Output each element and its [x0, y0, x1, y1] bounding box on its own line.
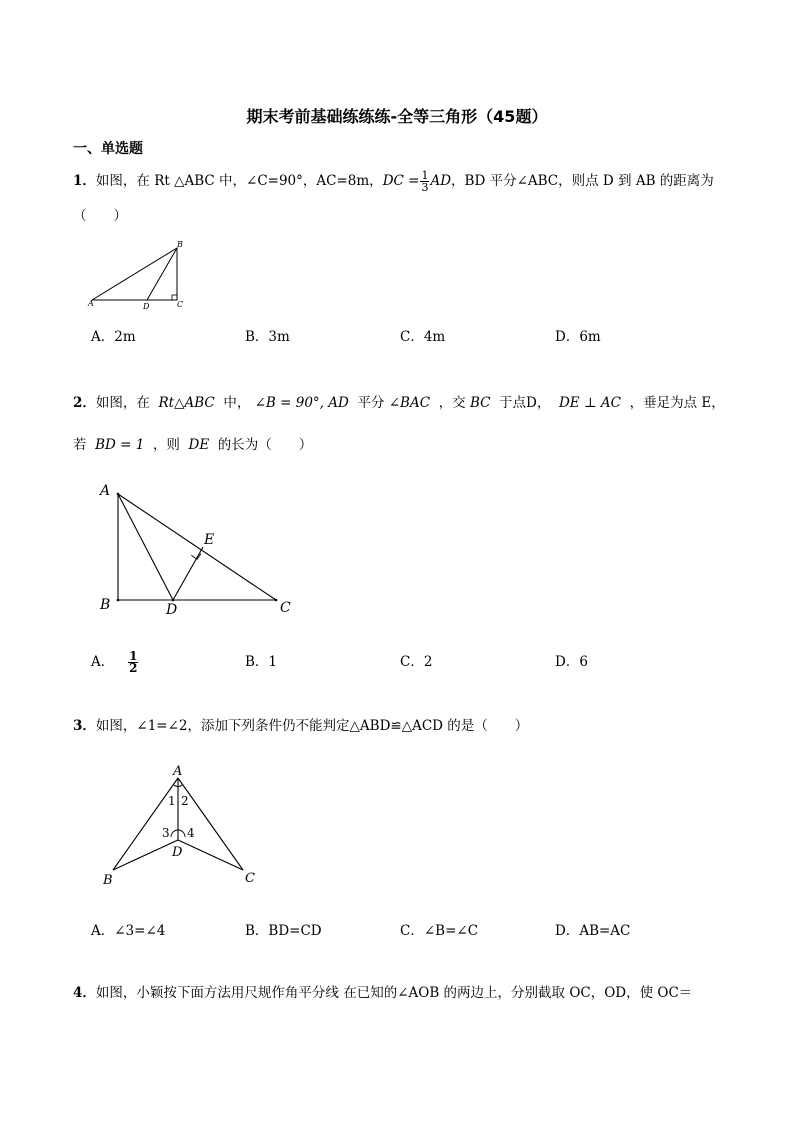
question-number: 4．: [73, 985, 96, 1001]
fig-label-C: C: [245, 871, 255, 886]
q1-text-b: △ABC 中，∠C=90°，AC=8m，: [174, 173, 383, 189]
fraction-denominator: 3: [421, 181, 429, 194]
fig-label-A: A: [88, 299, 94, 308]
option-key: A．: [91, 654, 115, 670]
option-key: B．: [245, 329, 269, 345]
fig-label-B: B: [177, 240, 183, 249]
fig-label-B: B: [100, 597, 111, 613]
question-3-stem: [73, 716, 528, 736]
q2-bac: ∠BAC: [388, 395, 431, 411]
q3-option-d[interactable]: [555, 919, 630, 939]
q1-option-b[interactable]: [245, 325, 290, 345]
question-number: 1．: [73, 173, 96, 189]
option-key: B．: [245, 923, 269, 939]
q1-option-a[interactable]: [91, 325, 136, 345]
q2-option-b[interactable]: [245, 650, 277, 670]
fig-angle-1: 1: [168, 794, 176, 808]
q1-paren: （ ）: [73, 208, 127, 224]
fraction-denominator: 2: [129, 661, 138, 675]
fig-label-D: D: [166, 602, 178, 618]
q1-fraction: [420, 170, 429, 193]
option-key: B．: [245, 654, 269, 670]
fig-angle-4: 4: [187, 826, 195, 840]
q2-text-c: 平分: [357, 395, 385, 411]
option-text: 4m: [423, 329, 446, 345]
q2-figure: [98, 480, 308, 620]
option-text: 2m: [114, 329, 136, 345]
q2-option-a[interactable]: [91, 650, 139, 674]
q2-text-d: ，交: [438, 395, 466, 411]
fig-label-A: A: [100, 483, 111, 499]
page-title: 期末考前基础练练练-全等三角形（45题）: [246, 107, 548, 126]
fig-label-D: D: [143, 302, 150, 311]
fig-label-C: C: [280, 600, 291, 616]
question-2-stem: [73, 393, 725, 413]
option-text: 1: [268, 654, 278, 670]
fig-angle-3: 3: [162, 826, 170, 840]
q1-option-d[interactable]: [555, 325, 601, 345]
q3-option-c[interactable]: [400, 919, 478, 939]
q2-text-a: 如图，在: [95, 395, 150, 411]
fig-label-B: B: [103, 873, 113, 888]
q2-text-f: ，垂足为点 E，: [629, 395, 725, 411]
option-key: D．: [555, 329, 580, 345]
option-key: D．: [555, 923, 580, 939]
fig-label-C: C: [177, 300, 184, 309]
q2-bd-eq: BD = 1: [95, 437, 145, 453]
option-text: 6m: [579, 329, 601, 345]
q2-option-a-fraction: [128, 651, 138, 674]
q2-option-c[interactable]: [400, 650, 432, 670]
q2-line2-b: ，则: [152, 437, 180, 453]
option-text: 6: [579, 654, 588, 670]
q3-text: 如图，∠1=∠2，添加下列条件仍不能判定△ABD≌△ACD 的是（ ）: [95, 718, 529, 734]
q2-triangle: △: [174, 395, 185, 411]
q3-figure: [95, 760, 270, 895]
q2-angle-b: ∠B = 90°, AD: [254, 395, 349, 411]
option-text: BD=CD: [268, 923, 322, 939]
q2-abc: ABC: [184, 395, 215, 411]
q2-rt: Rt: [158, 395, 175, 411]
q1-dc-lhs: DC =: [382, 173, 420, 189]
q2-de: DE: [188, 437, 210, 453]
question-2-line2: [73, 435, 312, 455]
q1-dc-rhs: AD: [430, 173, 452, 189]
option-key: C．: [400, 923, 424, 939]
q2-option-d[interactable]: [555, 650, 588, 670]
q2-line2-a: 若: [73, 437, 87, 453]
option-key: D．: [555, 654, 580, 670]
q4-text: 如图，小颖按下面方法用尺规作角平分线 在已知的∠AOB 的两边上，分别截取 OC，OD，使 OC＝: [95, 985, 693, 1001]
q1-text-c: ，BD 平分∠ABC，则点 D 到 AB 的距离为: [451, 173, 714, 189]
q3-option-a[interactable]: [91, 919, 165, 939]
option-key: C．: [400, 329, 424, 345]
question-number: 2．: [73, 395, 96, 411]
question-number: 3．: [73, 718, 96, 734]
fig-label-E: E: [204, 532, 215, 548]
fig-angle-2: 2: [181, 794, 189, 808]
q2-line2-c: 的长为（ ）: [217, 437, 313, 453]
option-key: A．: [91, 329, 115, 345]
option-key: C．: [400, 654, 424, 670]
q2-bc: BC: [469, 395, 491, 411]
fig-label-D: D: [172, 845, 183, 860]
option-key: A．: [91, 923, 115, 939]
fraction-numerator: 1: [129, 649, 138, 663]
option-text: 2: [423, 654, 433, 670]
q2-text-b: 中，: [223, 395, 251, 411]
option-text: 3m: [268, 329, 290, 345]
q3-option-b[interactable]: [245, 919, 322, 939]
section-heading: 一、单选题: [73, 141, 143, 157]
fig-label-A: A: [173, 764, 183, 779]
fraction-numerator: 1: [421, 169, 429, 182]
q2-de-perp-ac: DE ⊥ AC: [558, 395, 622, 411]
option-text: ∠3=∠4: [114, 923, 166, 939]
question-1-stem: [73, 170, 714, 193]
option-text: AB=AC: [579, 923, 631, 939]
option-text: ∠B=∠C: [423, 923, 479, 939]
q1-option-c[interactable]: [400, 325, 445, 345]
q2-text-e: 于点D，: [499, 395, 551, 411]
question-4-stem: [73, 983, 692, 1003]
q1-text-a: 如图，在 Rt: [95, 173, 170, 189]
q1-figure: [88, 238, 198, 310]
